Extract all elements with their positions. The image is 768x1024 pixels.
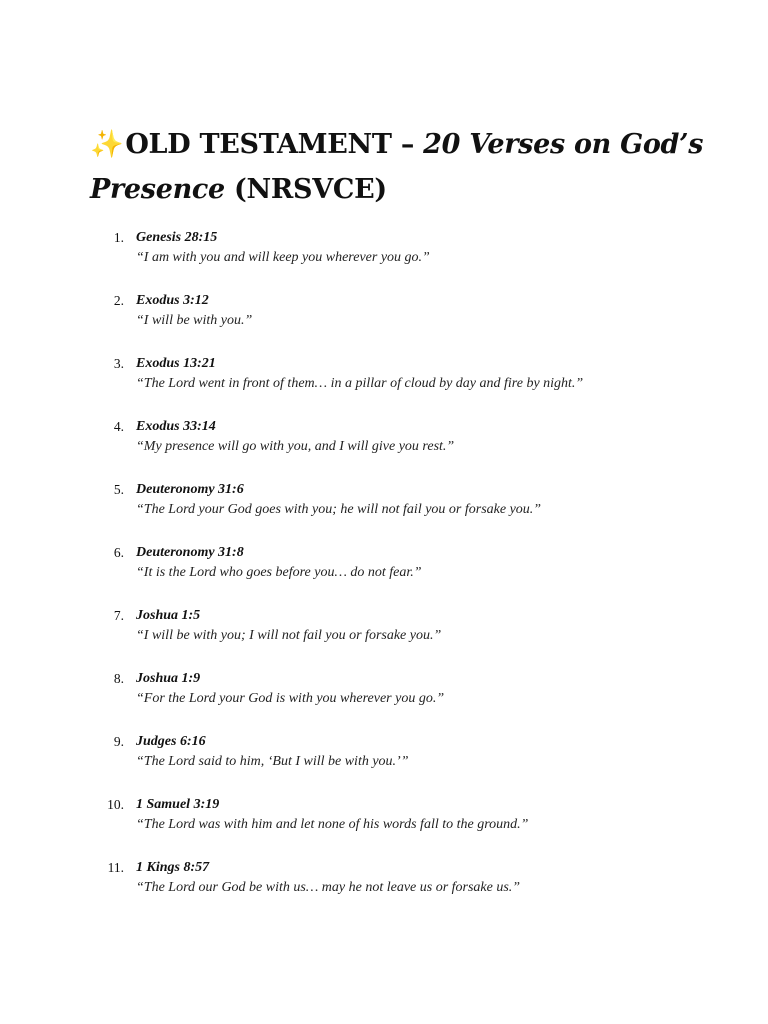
verse-text: “I will be with you; I will not fail you or forsake you.” bbox=[136, 628, 442, 643]
verse-reference: Exodus 13:21 bbox=[136, 356, 216, 371]
verse-number: 6. bbox=[113, 545, 124, 560]
verse-list bbox=[0, 226, 768, 919]
verse-number: 11. bbox=[107, 860, 124, 875]
list-item bbox=[0, 856, 768, 919]
verse-number: 9. bbox=[113, 734, 124, 749]
verse-reference: 1 Kings 8:57 bbox=[136, 860, 210, 875]
verse-reference: Exodus 33:14 bbox=[136, 419, 216, 434]
list-item bbox=[0, 289, 768, 352]
verse-number: 8. bbox=[113, 671, 124, 686]
verse-text: “The Lord was with him and let none of his words fall to the ground.” bbox=[136, 817, 529, 832]
verse-text: “For the Lord your God is with you wherever you go.” bbox=[136, 691, 445, 706]
sparkles-icon: ✨ bbox=[90, 129, 124, 160]
verse-reference: Joshua 1:5 bbox=[136, 608, 201, 623]
verse-number: 7. bbox=[113, 608, 124, 623]
list-item bbox=[0, 352, 768, 415]
verse-reference: Deuteronomy 31:6 bbox=[136, 482, 244, 497]
list-item bbox=[0, 415, 768, 478]
verse-number: 3. bbox=[113, 356, 124, 371]
list-item bbox=[0, 730, 768, 793]
verse-text: “It is the Lord who goes before you… do not fear.” bbox=[136, 565, 422, 580]
list-item bbox=[0, 604, 768, 667]
verse-text: “The Lord our God be with us… may he not leave us or forsake us.” bbox=[136, 880, 521, 895]
title-italic: 20 Verses on God’s Presence bbox=[90, 129, 704, 205]
page-title bbox=[90, 122, 730, 212]
title-suffix: (NRSVCE) bbox=[224, 174, 387, 205]
verse-number: 4. bbox=[113, 419, 124, 434]
verse-text: “I am with you and will keep you wherever you go.” bbox=[136, 250, 430, 265]
verse-reference: Exodus 3:12 bbox=[136, 293, 209, 308]
list-item bbox=[0, 541, 768, 604]
list-item bbox=[0, 667, 768, 730]
verse-reference: Deuteronomy 31:8 bbox=[136, 545, 244, 560]
list-item bbox=[0, 478, 768, 541]
verse-text: “My presence will go with you, and I will give you rest.” bbox=[136, 439, 455, 454]
verse-number: 2. bbox=[113, 293, 124, 308]
verse-reference: Judges 6:16 bbox=[136, 734, 206, 749]
verse-text: “The Lord said to him, ‘But I will be with you.’” bbox=[136, 754, 409, 769]
verse-number: 10. bbox=[107, 797, 124, 812]
verse-number: 5. bbox=[113, 482, 124, 497]
verse-text: “The Lord your God goes with you; he will not fail you or forsake you.” bbox=[136, 502, 542, 517]
verse-number: 1. bbox=[113, 230, 124, 245]
verse-reference: 1 Samuel 3:19 bbox=[136, 797, 220, 812]
list-item bbox=[0, 226, 768, 289]
verse-reference: Genesis 28:15 bbox=[136, 230, 218, 245]
title-main: OLD TESTAMENT – bbox=[125, 129, 424, 160]
list-item bbox=[0, 793, 768, 856]
verse-reference: Joshua 1:9 bbox=[136, 671, 201, 686]
verse-text: “I will be with you.” bbox=[136, 313, 253, 328]
verse-text: “The Lord went in front of them… in a pillar of cloud by day and fire by night.” bbox=[136, 376, 584, 391]
